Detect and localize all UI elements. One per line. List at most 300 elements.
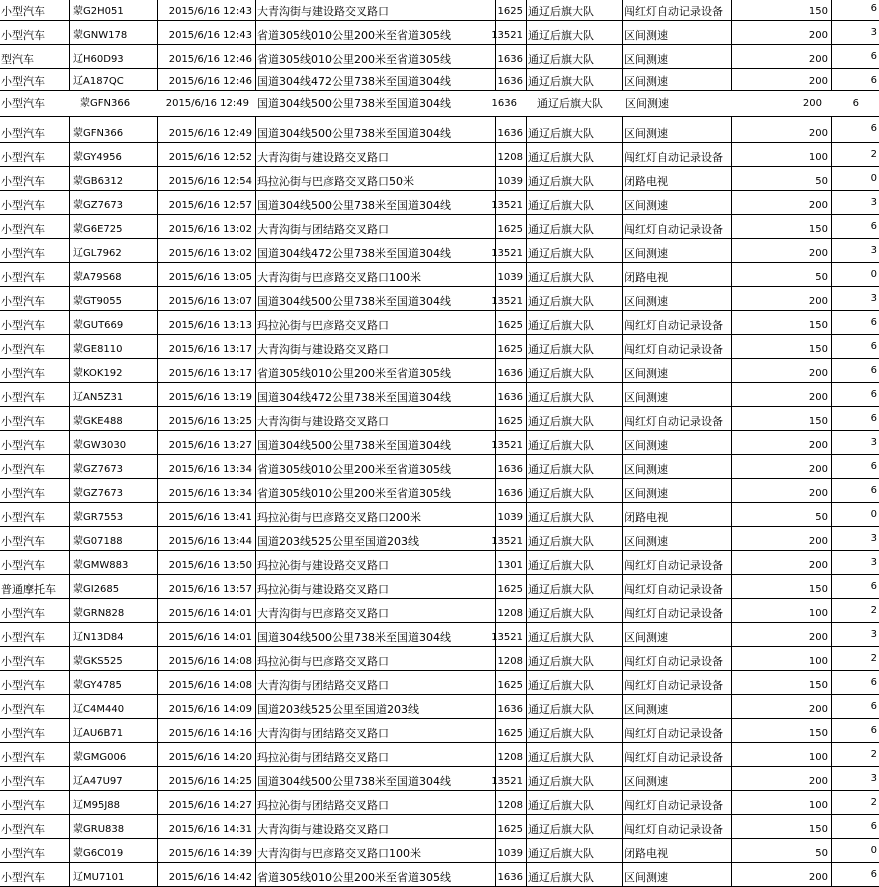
location-text: 省道305线010公里200米至省道305线 <box>257 53 451 66</box>
fine-cell <box>732 359 832 382</box>
points-cell <box>832 91 879 116</box>
agency-cell <box>527 239 623 262</box>
code-cell <box>491 287 527 310</box>
location-cell <box>256 0 496 20</box>
plate-cell <box>70 215 158 238</box>
vehicle-type-text: 小型汽车 <box>1 631 45 644</box>
fine-text: 100 <box>808 152 828 163</box>
fine-cell <box>732 0 832 20</box>
table-row <box>0 767 879 791</box>
code-cell <box>496 599 527 622</box>
vehicle-type-text: 小型汽车 <box>1 607 45 620</box>
time-text: 2015/6/16 13:34 <box>168 488 252 499</box>
method-text: 区间测速 <box>624 631 668 644</box>
location-text: 大青沟街与巴彦路交叉路口 <box>257 607 389 620</box>
agency-cell <box>527 575 623 598</box>
code-cell <box>496 455 527 478</box>
method-text: 闭路电视 <box>624 847 668 860</box>
method-cell <box>623 91 732 116</box>
method-text: 区间测速 <box>624 463 668 476</box>
fine-text: 200 <box>808 560 828 571</box>
method-text: 闯红灯自动记录设备 <box>624 727 723 740</box>
points-cell <box>832 359 879 382</box>
points-cell <box>832 431 879 454</box>
agency-cell <box>527 599 623 622</box>
location-text: 国道203线525公里至国道203线 <box>257 535 419 548</box>
fine-cell <box>732 407 832 430</box>
code-cell <box>496 359 527 382</box>
time-cell <box>158 0 256 20</box>
method-cell <box>623 335 732 358</box>
location-text: 国道304线472公里738米至国道304线 <box>257 247 451 260</box>
method-cell <box>623 743 732 766</box>
agency-cell <box>527 479 623 502</box>
code-text: 1301 <box>497 560 523 571</box>
fine-text: 150 <box>808 6 828 17</box>
code-text: 1636 <box>497 392 523 403</box>
code-text: 1039 <box>497 848 523 859</box>
code-cell <box>491 527 527 550</box>
location-cell <box>256 551 496 574</box>
vehicle-type-cell <box>0 45 70 68</box>
agency-cell <box>527 719 623 742</box>
time-text: 2015/6/16 13:50 <box>168 560 252 571</box>
vehicle-type-cell <box>0 383 70 406</box>
points-cell <box>832 191 879 214</box>
plate-text: 蒙GY4956 <box>73 152 122 163</box>
fine-text: 150 <box>808 224 828 235</box>
fine-text: 50 <box>815 848 828 859</box>
location-text: 国道304线472公里738米至国道304线 <box>257 391 451 404</box>
agency-text: 通辽后旗大队 <box>528 75 594 88</box>
location-text: 大青沟街与巴彦路交叉路口100米 <box>257 847 421 860</box>
fine-text: 150 <box>808 320 828 331</box>
plate-cell <box>70 263 158 286</box>
code-text: 13521 <box>491 776 523 787</box>
points-text: 6 <box>870 123 877 134</box>
code-text: 13521 <box>491 30 523 41</box>
table-row <box>0 359 879 383</box>
code-cell <box>496 647 527 670</box>
method-text: 区间测速 <box>624 535 668 548</box>
points-cell <box>832 167 879 190</box>
method-text: 闯红灯自动记录设备 <box>624 823 723 836</box>
time-cell <box>158 647 256 670</box>
code-cell <box>496 503 527 526</box>
agency-cell <box>527 839 623 862</box>
vehicle-type-cell <box>0 527 70 550</box>
agency-cell <box>527 0 623 20</box>
time-cell <box>158 359 256 382</box>
method-cell <box>623 167 732 190</box>
code-text: 1636 <box>497 128 523 139</box>
code-cell <box>496 45 527 68</box>
points-cell <box>832 383 879 406</box>
code-cell <box>496 383 527 406</box>
code-text: 1208 <box>497 608 523 619</box>
plate-cell <box>70 599 158 622</box>
agency-cell <box>527 311 623 334</box>
method-cell <box>623 69 732 90</box>
location-text: 玛拉沁街与团结路交叉路口 <box>257 751 389 764</box>
location-cell <box>256 455 496 478</box>
method-cell <box>623 719 732 742</box>
points-cell <box>832 0 879 20</box>
time-text: 2015/6/16 14:01 <box>168 632 252 643</box>
time-cell <box>158 431 256 454</box>
vehicle-type-text: 小型汽车 <box>1 75 45 88</box>
fine-cell <box>732 839 832 862</box>
time-cell <box>158 69 256 90</box>
points-text: 3 <box>870 293 877 304</box>
agency-text: 通辽后旗大队 <box>528 463 594 476</box>
agency-cell <box>527 359 623 382</box>
points-cell <box>832 767 879 790</box>
code-text: 1625 <box>497 824 523 835</box>
points-cell <box>832 815 879 838</box>
code-cell <box>491 91 527 116</box>
fine-cell <box>732 191 832 214</box>
method-cell <box>623 671 732 694</box>
code-cell <box>496 863 527 886</box>
plate-text: 蒙GUT669 <box>73 320 124 331</box>
table-row <box>0 239 879 263</box>
method-cell <box>623 623 732 646</box>
agency-cell <box>527 623 623 646</box>
plate-text: 蒙GFN366 <box>80 98 131 109</box>
time-text: 2015/6/16 14:31 <box>168 824 252 835</box>
points-text: 2 <box>870 797 877 808</box>
plate-cell <box>70 767 158 790</box>
plate-text: 蒙GZ7673 <box>73 464 124 475</box>
agency-text: 通辽后旗大队 <box>528 367 594 380</box>
time-text: 2015/6/16 12:49 <box>165 98 249 109</box>
method-cell <box>623 359 732 382</box>
location-text: 国道304线500公里738米至国道304线 <box>257 775 451 788</box>
points-cell <box>832 287 879 310</box>
fine-cell <box>732 431 832 454</box>
vehicle-type-text: 型汽车 <box>1 53 34 66</box>
location-cell <box>256 167 496 190</box>
plate-cell <box>70 623 158 646</box>
method-text: 区间测速 <box>624 367 668 380</box>
time-text: 2015/6/16 14:09 <box>168 704 252 715</box>
method-text: 闯红灯自动记录设备 <box>624 583 723 596</box>
points-text: 3 <box>870 773 877 784</box>
agency-text: 通辽后旗大队 <box>528 271 594 284</box>
method-cell <box>623 431 732 454</box>
fine-cell <box>732 263 832 286</box>
table-row <box>0 743 879 767</box>
method-cell <box>623 45 732 68</box>
fine-text: 200 <box>808 30 828 41</box>
plate-cell <box>70 287 158 310</box>
method-text: 闭路电视 <box>624 175 668 188</box>
method-cell <box>623 551 732 574</box>
points-text: 3 <box>870 245 877 256</box>
vehicle-type-cell <box>0 863 70 886</box>
agency-text: 通辽后旗大队 <box>528 319 594 332</box>
table-row <box>0 839 879 863</box>
location-text: 国道304线500公里738米至国道304线 <box>257 295 451 308</box>
plate-text: 辽H60D93 <box>73 54 124 65</box>
time-cell <box>158 407 256 430</box>
time-text: 2015/6/16 12:49 <box>168 128 252 139</box>
code-cell <box>491 191 527 214</box>
vehicle-type-text: 小型汽车 <box>1 823 45 836</box>
time-text: 2015/6/16 12:43 <box>168 6 252 17</box>
plate-text: 蒙G6E725 <box>73 224 123 235</box>
plate-cell <box>70 575 158 598</box>
vehicle-type-text: 小型汽车 <box>1 415 45 428</box>
fine-cell <box>732 503 832 526</box>
agency-text: 通辽后旗大队 <box>528 151 594 164</box>
plate-cell <box>70 839 158 862</box>
fine-cell <box>732 91 832 116</box>
method-cell <box>623 695 732 718</box>
points-text: 3 <box>870 27 877 38</box>
plate-text: 蒙GRN828 <box>73 608 125 619</box>
agency-cell <box>527 695 623 718</box>
time-cell <box>158 287 256 310</box>
time-text: 2015/6/16 13:17 <box>168 368 252 379</box>
plate-text: 蒙GMG006 <box>73 752 127 763</box>
fine-text: 100 <box>808 656 828 667</box>
code-cell <box>496 69 527 90</box>
location-cell <box>256 815 496 838</box>
time-cell <box>158 623 256 646</box>
fine-text: 150 <box>808 728 828 739</box>
table-row <box>0 623 879 647</box>
table-row <box>0 647 879 671</box>
vehicle-type-text: 小型汽车 <box>1 439 45 452</box>
points-text: 6 <box>870 821 877 832</box>
points-text: 6 <box>870 581 877 592</box>
plate-cell <box>70 167 158 190</box>
points-text: 6 <box>870 869 877 880</box>
time-cell <box>158 21 256 44</box>
time-cell <box>158 91 256 116</box>
code-text: 1208 <box>497 752 523 763</box>
plate-text: 蒙GRU838 <box>73 824 125 835</box>
location-cell <box>256 527 496 550</box>
location-text: 大青沟街与建设路交叉路口 <box>257 151 389 164</box>
agency-text: 通辽后旗大队 <box>528 415 594 428</box>
time-cell <box>158 791 256 814</box>
time-text: 2015/6/16 12:57 <box>168 200 252 211</box>
time-text: 2015/6/16 13:41 <box>168 512 252 523</box>
fine-text: 150 <box>808 824 828 835</box>
method-cell <box>623 767 732 790</box>
method-text: 区间测速 <box>624 775 668 788</box>
fine-cell <box>732 527 832 550</box>
table-row <box>0 671 879 695</box>
points-text: 0 <box>870 509 877 520</box>
vehicle-type-cell <box>0 815 70 838</box>
location-text: 大青沟街与建设路交叉路口 <box>257 5 389 18</box>
fine-text: 150 <box>808 344 828 355</box>
plate-text: 蒙GZ7673 <box>73 488 124 499</box>
time-text: 2015/6/16 12:54 <box>168 176 252 187</box>
location-cell <box>256 791 496 814</box>
time-cell <box>158 671 256 694</box>
plate-text: 辽AU6B71 <box>73 728 124 739</box>
fine-cell <box>732 767 832 790</box>
vehicle-type-cell <box>0 647 70 670</box>
plate-text: 辽C4M440 <box>73 704 125 715</box>
code-cell <box>496 671 527 694</box>
method-text: 闯红灯自动记录设备 <box>624 559 723 572</box>
points-cell <box>832 719 879 742</box>
agency-text: 通辽后旗大队 <box>528 799 594 812</box>
agency-cell <box>527 263 623 286</box>
agency-cell <box>527 287 623 310</box>
code-text: 1625 <box>497 6 523 17</box>
vehicle-type-text: 小型汽车 <box>1 487 45 500</box>
code-cell <box>496 719 527 742</box>
vehicle-type-cell <box>0 335 70 358</box>
points-text: 2 <box>870 653 877 664</box>
code-cell <box>496 479 527 502</box>
agency-cell <box>527 647 623 670</box>
location-cell <box>256 695 496 718</box>
plate-text: 蒙GKE488 <box>73 416 123 427</box>
time-cell <box>158 383 256 406</box>
plate-text: 辽A47U97 <box>73 776 123 787</box>
plate-cell <box>70 21 158 44</box>
plate-cell <box>70 719 158 742</box>
time-cell <box>158 455 256 478</box>
vehicle-type-cell <box>0 407 70 430</box>
agency-text: 通辽后旗大队 <box>528 295 594 308</box>
fine-text: 200 <box>808 296 828 307</box>
fine-text: 100 <box>808 800 828 811</box>
code-text: 1208 <box>497 152 523 163</box>
location-cell <box>256 335 496 358</box>
time-text: 2015/6/16 14:20 <box>168 752 252 763</box>
fine-cell <box>732 335 832 358</box>
location-text: 大青沟街与建设路交叉路口 <box>257 343 389 356</box>
location-text: 国道304线500公里738米至国道304线 <box>257 127 451 140</box>
code-cell <box>496 791 527 814</box>
vehicle-type-text: 小型汽车 <box>1 727 45 740</box>
agency-text: 通辽后旗大队 <box>528 823 594 836</box>
plate-text: 辽M95J88 <box>73 800 121 811</box>
table-row <box>0 0 879 21</box>
location-cell <box>256 839 496 862</box>
agency-text: 通辽后旗大队 <box>528 871 594 884</box>
agency-cell <box>527 117 623 142</box>
table-row <box>0 479 879 503</box>
time-cell <box>158 527 256 550</box>
vehicle-type-text: 小型汽车 <box>1 151 45 164</box>
location-cell <box>256 359 496 382</box>
method-text: 闯红灯自动记录设备 <box>624 415 723 428</box>
fine-text: 100 <box>808 752 828 763</box>
table-row <box>0 117 879 143</box>
vehicle-type-text: 小型汽车 <box>1 535 45 548</box>
method-text: 闯红灯自动记录设备 <box>624 343 723 356</box>
location-text: 玛拉沁街与巴彦路交叉路口200米 <box>257 511 421 524</box>
fine-cell <box>732 719 832 742</box>
code-cell <box>491 767 527 790</box>
code-text: 13521 <box>491 632 523 643</box>
points-text: 2 <box>870 149 877 160</box>
points-text: 0 <box>870 845 877 856</box>
fine-cell <box>732 143 832 166</box>
location-cell <box>256 719 496 742</box>
vehicle-type-text: 小型汽车 <box>1 247 45 260</box>
agency-cell <box>527 45 623 68</box>
method-cell <box>623 239 732 262</box>
code-text: 1625 <box>497 728 523 739</box>
time-cell <box>158 863 256 886</box>
location-text: 省道305线010公里200米至省道305线 <box>257 463 451 476</box>
plate-cell <box>70 239 158 262</box>
code-cell <box>496 575 527 598</box>
time-cell <box>158 335 256 358</box>
method-text: 闯红灯自动记录设备 <box>624 751 723 764</box>
method-text: 闯红灯自动记录设备 <box>624 223 723 236</box>
agency-text: 通辽后旗大队 <box>528 487 594 500</box>
vehicle-type-cell <box>0 455 70 478</box>
vehicle-type-cell <box>0 191 70 214</box>
plate-cell <box>70 359 158 382</box>
table-row <box>0 527 879 551</box>
points-text: 3 <box>870 437 877 448</box>
points-text: 3 <box>870 557 877 568</box>
plate-text: 蒙GR7553 <box>73 512 124 523</box>
table-row <box>0 69 879 91</box>
fine-cell <box>732 815 832 838</box>
plate-cell <box>70 743 158 766</box>
location-cell <box>256 117 496 142</box>
fine-text: 200 <box>808 368 828 379</box>
vehicle-type-cell <box>0 575 70 598</box>
points-text: 6 <box>870 677 877 688</box>
location-cell <box>256 45 496 68</box>
points-text: 2 <box>870 749 877 760</box>
vehicle-type-text: 小型汽车 <box>1 127 45 140</box>
plate-cell <box>70 791 158 814</box>
location-cell <box>256 69 496 90</box>
points-text: 6 <box>870 75 877 86</box>
vehicle-type-text: 小型汽车 <box>1 5 45 18</box>
code-text: 1625 <box>497 680 523 691</box>
fine-cell <box>732 671 832 694</box>
agency-text: 通辽后旗大队 <box>528 439 594 452</box>
table-row <box>0 215 879 239</box>
agency-cell <box>527 21 623 44</box>
code-cell <box>496 215 527 238</box>
agency-text: 通辽后旗大队 <box>528 29 594 42</box>
location-text: 玛拉沁街与巴彦路交叉路口 <box>257 655 389 668</box>
location-cell <box>256 431 496 454</box>
vehicle-type-text: 小型汽车 <box>1 319 45 332</box>
time-text: 2015/6/16 13:02 <box>168 248 252 259</box>
code-text: 1208 <box>497 656 523 667</box>
plate-cell <box>70 527 158 550</box>
plate-text: 蒙GE8110 <box>73 344 123 355</box>
points-text: 0 <box>870 269 877 280</box>
method-text: 区间测速 <box>624 247 668 260</box>
code-text: 1636 <box>497 704 523 715</box>
time-cell <box>158 815 256 838</box>
code-text: 1636 <box>497 488 523 499</box>
code-text: 1039 <box>497 176 523 187</box>
points-cell <box>832 311 879 334</box>
agency-text: 通辽后旗大队 <box>528 703 594 716</box>
